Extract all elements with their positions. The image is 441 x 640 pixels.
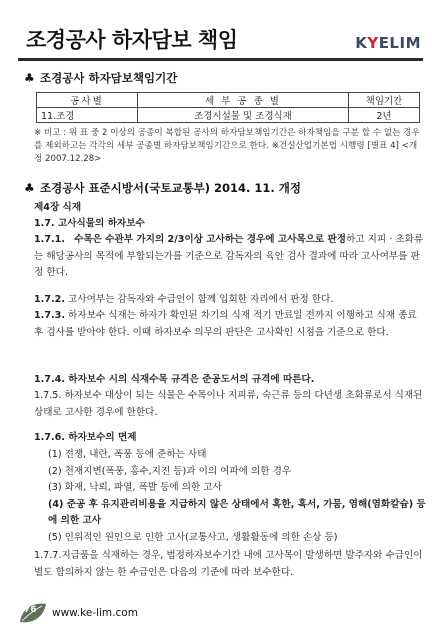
subsection-heading: 1.7. 고사식물의 하자보수 (34, 218, 145, 229)
clause-number: 1.7.2. (34, 294, 65, 305)
list-item: (5) 인위적인 원인으로 인한 고사(교통사고, 생활활동에 의한 손상 등) (48, 531, 338, 543)
footer-url: www.ke-lim.com (52, 607, 138, 619)
section-heading-warranty-period (24, 70, 177, 86)
clause-text: 지급품을 식재하는 경우, 법정하자보수기간 내에 고사목이 발생하면 발주자와 수급인이 별도 합의하지 않는 한 수급인은 다음의 기준에 따라 보수한다. (34, 550, 423, 578)
page-number: 76 (24, 605, 37, 615)
table-header-row (37, 93, 420, 108)
logo-k: K (355, 34, 368, 52)
page-title: 조경공사 하자담보 책임 (26, 28, 238, 52)
list-item: (4) 준공 후 유지관리비용을 지급하지 않은 상태에서 혹한, 혹서, 가뭄, 염해(염화칼슘) 등에 의한 고사 (48, 498, 426, 526)
clause-1-7-6: 1.7.6. 하자보수의 면제 (34, 432, 137, 443)
table-cell: 2년 (349, 108, 420, 123)
clause-text: 하고 지피 · 초화류는 해당공사의 목적에 부합되는가를 기준으로 감독자의 육안 검사 결과에 따라 고사여부를 판정 한다. (34, 234, 424, 278)
list-item: (2) 천재지변(폭풍, 홍수,지진 등)과 이의 여파에 의한 경우 (48, 465, 292, 477)
table-note: ※ 비고 : 위 표 중 2 이상의 공종이 복합된 공사의 하자담보책임기간은 하자책임을 구분 할 수 없는 경우를 제외하고는 각각의 세부 공종별 하자담보책임기간으로 한다. ※건설산업기본법 시행령 [별표 4] <개정 2007.12.28> (34, 128, 420, 164)
clause-number: 1.7.3. (34, 310, 65, 321)
page-footer (18, 604, 218, 624)
clause-1-7-4: 1.7.4. 하자보수 시의 식재수목 규격은 준공도서의 규격에 따른다. (34, 374, 315, 385)
table-row (37, 108, 420, 123)
table-header-cell: 책임기간 (349, 93, 420, 108)
page-header (18, 22, 423, 62)
clause-1-7-1 (34, 232, 426, 282)
table-cell: 조경시설물 및 조경식재 (138, 108, 349, 123)
section-heading-text: 조경공사 하자담보책임기간 (40, 71, 178, 85)
list-item: (1) 전쟁, 내란, 폭풍 등에 준하는 사태 (48, 449, 207, 460)
table-header-cell: 세 부 공 종 별 (138, 93, 349, 108)
clause-1-7-2 (34, 292, 426, 309)
exemption-list (34, 447, 426, 546)
clause-emphasis: 수목은 수관부 가지의 2/3이상 고사하는 경우에 고사목으로 판정 (74, 234, 347, 245)
clause-text: 고사여부는 감독자와 수급인이 함께 입회한 자리에서 판정 한다. (68, 294, 334, 305)
clause-text: 하자보수 대상이 되는 식물은 수목이나 지피류, 숙근류 등의 다년생 초화류로서 식재된 상태로 고사한 경우에 한한다. (34, 390, 423, 418)
list-item: (3) 화재, 낙뢰, 파열, 폭발 등에 의한 고사 (48, 482, 222, 493)
logo-y: Y (367, 34, 379, 52)
club-icon: ♣ (24, 71, 35, 85)
section-heading-text: 조경공사 표준시방서(국토교통부) 2014. 11. 개정 (40, 181, 302, 195)
club-icon: ♣ (24, 181, 35, 195)
table-header-cell: 공사별 (37, 93, 138, 108)
header-divider (18, 58, 423, 61)
clause-number: 1.7.7. (34, 550, 62, 561)
table-cell: 11.조경 (37, 108, 138, 123)
warranty-table (36, 92, 420, 123)
clause-text: 하자보수 식재는 하자가 확인된 차기의 식재 적기 만료일 전까지 이행하고 식재 종료 후 검사를 받아야 한다. 이때 하자보수 의무의 판단은 고사확인 시점을 기준으로 한다. (34, 310, 417, 338)
section-heading-spec (24, 180, 301, 196)
company-logo (355, 34, 421, 52)
logo-rest: ELIM (378, 34, 421, 52)
clause-number: 1.7.5. (34, 390, 62, 401)
clause-number: 1.7.1. (34, 234, 65, 245)
clause-1-7-5 (34, 388, 426, 421)
chapter-heading: 제4장 식재 (34, 202, 82, 213)
clause-1-7-7 (34, 548, 426, 581)
clause-1-7-3 (34, 308, 426, 341)
